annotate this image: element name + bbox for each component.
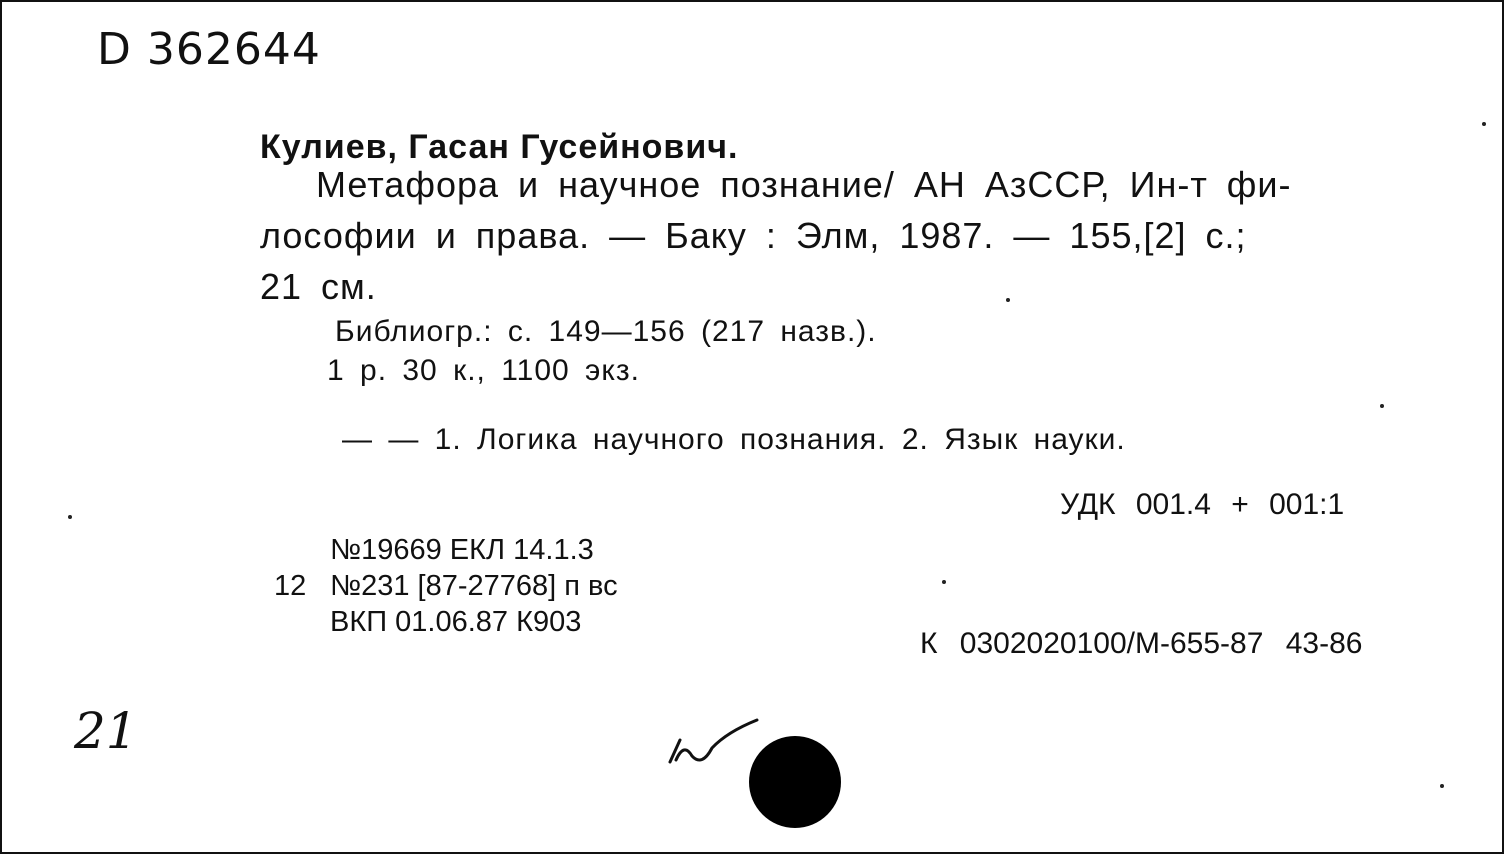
registration-text: №231 [87-27768] п вс: [330, 570, 618, 602]
udk-code: УДК 001.4 + 001:1: [1060, 488, 1345, 521]
registration-line: [274, 604, 618, 640]
bibliography-note: Библиогр.: с. 149—156 (217 назв.).: [335, 315, 877, 348]
k-code: К 0302020100/М-655-87 43-86: [920, 627, 1363, 660]
title-line-2: лософии и права. — Баку : Элм, 1987. — 155,[2] с.;: [260, 215, 1247, 256]
registration-numbers: [274, 532, 618, 640]
author-heading: Кулиев, Гасан Гусейнович.: [260, 128, 739, 166]
registration-text: №19669 ЕКЛ 14.1.3: [330, 534, 594, 566]
speck-dot: [942, 580, 946, 584]
price-note: 1 р. 30 к., 1100 экз.: [327, 354, 640, 387]
registration-line: [274, 532, 618, 568]
speck-dot: [68, 515, 72, 519]
line-prefix: 12: [274, 570, 307, 602]
subject-headings: — — 1. Логика научного познания. 2. Язык науки.: [342, 423, 1126, 456]
speck-dot: [1440, 784, 1444, 788]
title-line-1: Метафора и научное познание/ АН АзССР, Ин-т фи-: [316, 164, 1292, 205]
title-line-3: 21 см.: [260, 266, 377, 307]
speck-dot: [1006, 298, 1010, 302]
call-number: D 362644: [97, 24, 321, 75]
speck-dot: [1482, 122, 1486, 126]
registration-line: [274, 568, 618, 604]
registration-text: ВКП 01.06.87 К903: [330, 606, 582, 638]
handwritten-mark: 21: [74, 702, 138, 760]
punch-hole: [749, 736, 841, 828]
speck-dot: [1380, 404, 1384, 408]
handwritten-scribble: [662, 712, 762, 772]
